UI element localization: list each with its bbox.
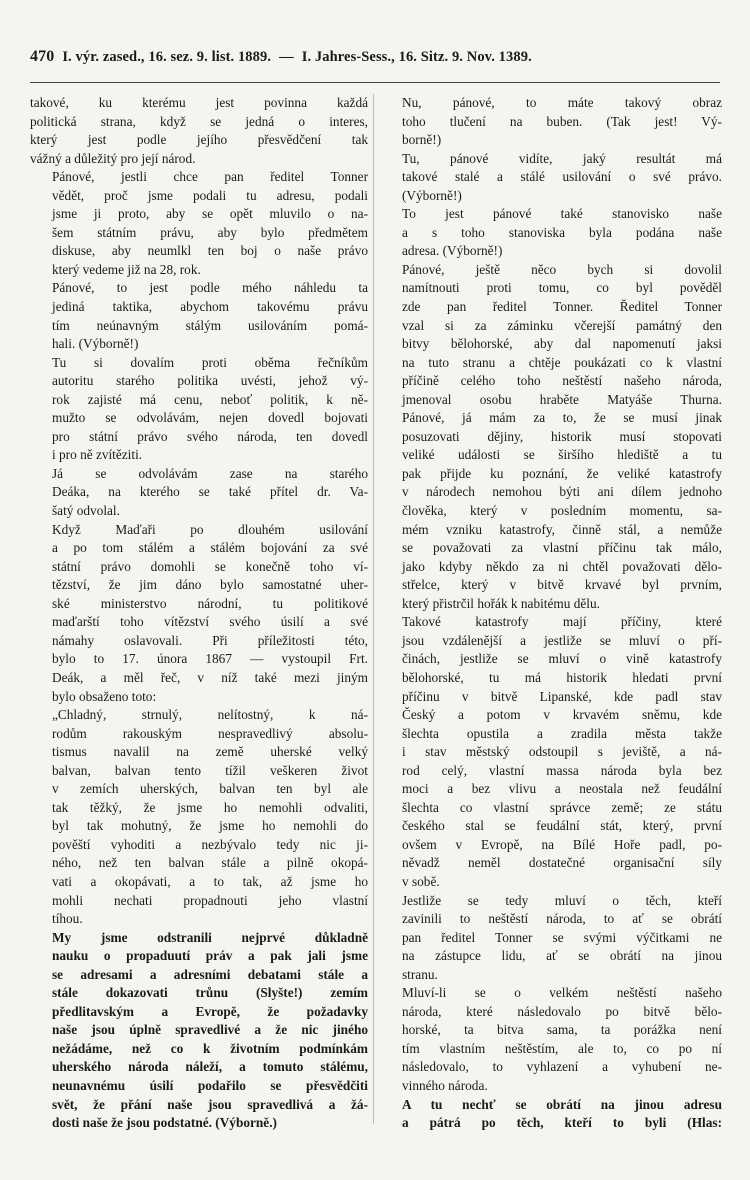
text-line: maďarští toho vítězství svého úsilí a své xyxy=(52,614,368,630)
text-line: vědět, proč jsme podali tu adresu, podali xyxy=(52,187,368,203)
text-line: něvadž neměl dostatečné organisační síly xyxy=(402,855,722,871)
paragraph xyxy=(30,279,368,353)
text-line: Deák, a měl řeč, v níž také mezi jiným xyxy=(52,669,368,685)
text-line: rod celý, vlastní massa národa byla bez xyxy=(402,762,722,778)
text-line: Mluví-li se o velkém neštěstí našeho xyxy=(402,985,722,1001)
text-line: byl tak mohutný, že jsme ho nemohli do xyxy=(52,818,368,834)
text-line: takové, ku kterému jest povinna každá xyxy=(30,95,368,110)
text-line: který jest podle jejího přesvědčení tak xyxy=(30,132,368,148)
paragraph xyxy=(380,150,722,206)
text-line: který vedeme již na 28, rok. xyxy=(52,261,201,277)
text-line: hali. (Výborně!) xyxy=(52,336,139,352)
text-line: a pátrá po těch, kteří to byli (Hlas: xyxy=(402,1115,722,1131)
text-line: „Chladný, strnulý, nelítostný, k ná- xyxy=(52,707,368,723)
text-line: i stav městský odstoupil s jeviště, a ná- xyxy=(402,744,722,760)
text-line: horské, ta bitva sama, ta porážka není xyxy=(402,1022,722,1038)
text-line: se považovati za vlastní příčinu tak málo, xyxy=(402,540,722,556)
text-line: v sobě. xyxy=(402,873,440,889)
text-line: a s toho stanoviska byla podána naše xyxy=(402,224,722,240)
text-line: bylo obsaženo toto: xyxy=(52,688,157,704)
text-line: politická strana, když se jedná o interes, xyxy=(30,113,368,129)
paragraph xyxy=(380,613,722,891)
text-line: jako kdyby někdo za ni chtěl považovati dělo- xyxy=(402,558,722,574)
text-line: A tu nechť se obrátí na jinou adresu xyxy=(402,1096,722,1112)
text-line: příčinu v bitvě Lipanské, kde padl stav xyxy=(402,688,722,704)
text-line: na tuto stranu a chtěje poukázati co k vlastní xyxy=(402,354,722,370)
text-line: se adresami a adresními debatami stále a xyxy=(52,966,368,982)
text-line: Já se odvolávám zase na starého xyxy=(52,465,368,481)
text-line: My jsme odstranili nejprvé důkladně xyxy=(52,929,368,945)
text-line: ské ministerstvo národní, tu politikové xyxy=(52,595,368,611)
paragraph xyxy=(380,261,722,613)
text-line: jmenoval osobu hraběte Matyáše Thurna. xyxy=(402,391,722,407)
text-line: národa, které následovalo po bitvě bělo- xyxy=(402,1003,722,1019)
text-line: stále dokazovati trůnu (Slyšte!) zemím xyxy=(52,985,368,1001)
text-line: Pánové, to jest podle mého náhledu ta xyxy=(52,280,368,296)
text-line: tak těžký, že jsme ho nemohli odvaliti, xyxy=(52,799,368,815)
text-line: vinného národa. xyxy=(402,1077,488,1093)
text-line: toho tlučení na buben. (Tak jest! Vý- xyxy=(402,113,722,129)
text-line: naše jsou úplně spravedlivé a že nic jiného xyxy=(52,1022,368,1038)
text-line: moci a bez vlivu a neostala než feudální xyxy=(402,781,722,797)
text-line: bělohorské, tu má historik hledati první xyxy=(402,669,722,685)
text-line: bylo to 17. února 1867 — vystoupil Frt. xyxy=(52,651,368,667)
text-line: To jest pánové také stanovisko naše xyxy=(402,206,722,222)
right-column xyxy=(380,94,722,1133)
text-line: zavinili to neštěstí národa, to ať se obrátí xyxy=(402,911,722,927)
text-line: vážný a důležitý pro její národ. xyxy=(30,150,196,166)
text-line: balvan, balvan tento tížil veškeren život xyxy=(52,762,368,778)
text-line: namítnouti proti tomu, co byl pověděl xyxy=(402,280,722,296)
text-line: borně!) xyxy=(402,132,442,148)
text-line: pro státní právo svého národa, ten dovedl xyxy=(52,428,368,444)
text-line: v zemích uherských, balvan ten byl ale xyxy=(52,781,368,797)
text-line: který přistrčil hořák k nabitému dělu. xyxy=(402,595,600,611)
paragraph xyxy=(30,168,368,279)
header-rule xyxy=(30,82,720,83)
paragraph xyxy=(30,521,368,706)
text-line: Tu, pánové vidíte, jaký resultát má xyxy=(402,150,722,166)
paragraph xyxy=(30,94,368,168)
header-czech: I. výr. zased., 16. sez. 9. list. 1889. xyxy=(62,49,272,65)
text-line: vati a okopávati, a to tak, až jsme ho xyxy=(52,873,368,889)
text-line: tězství, že jim dáno bylo samostatné uher- xyxy=(52,577,368,593)
text-line: Deáka, na kterého se také přítel dr. Va- xyxy=(52,484,368,500)
page-number: 470 xyxy=(30,48,55,65)
text-line: šatý odvolal. xyxy=(52,503,120,519)
paragraph xyxy=(30,354,368,465)
text-line: Takové katastrofy mají příčiny, které xyxy=(402,614,722,630)
paragraph xyxy=(380,1096,722,1133)
paragraph xyxy=(380,984,722,1095)
text-line: námahy oslavovali. Při příležitosti této, xyxy=(52,632,368,648)
text-line: adresa. (Výborně!) xyxy=(402,243,503,259)
text-line: diskuse, aby neumlkl ten boj o naše právo xyxy=(52,243,368,259)
text-line: i pro ně zvítěziti. xyxy=(52,447,143,463)
paragraph xyxy=(380,94,722,150)
page-header xyxy=(30,48,720,66)
text-line: ného, než ten balvan stále a pilně okopá- xyxy=(52,855,368,871)
header-separator: — xyxy=(279,49,294,65)
text-line: posuzovati dějiny, historik musí stopovati xyxy=(402,428,722,444)
text-line: tismus navalil na země uherské velký xyxy=(52,744,368,760)
text-line: tíhou. xyxy=(52,911,83,927)
text-line: následovalo, to vyhlazení a vyhubení ne- xyxy=(402,1059,722,1075)
text-line: ovšem v Evropě, na Bílé Hoře padl, po- xyxy=(402,836,722,852)
left-column xyxy=(30,94,368,1133)
text-line: neunavnému úsilí podařilo se přesvědčiti xyxy=(52,1077,368,1093)
text-line: zde pan ředitel Tonner. Ředitel Tonner xyxy=(402,299,722,315)
text-line: autoritu starého politika uvésti, jehož vý- xyxy=(52,373,368,389)
text-line: (Výborně!) xyxy=(402,187,462,203)
text-line: tím neúnavným stálým usilováním pomá- xyxy=(52,317,368,333)
text-line: stranu. xyxy=(402,966,438,982)
text-line: pan ředitel Tonner se svými výčitkami ne xyxy=(402,929,722,945)
text-line: veliké události se širšího hlediště a tu xyxy=(402,447,722,463)
text-line: Když Maďaři po dlouhém usilování xyxy=(52,521,368,537)
text-line: jsme ji proto, aby se opět mluvilo o na- xyxy=(52,206,368,222)
text-line: činách, jestliže se mluví o vině katastrofy xyxy=(402,651,722,667)
text-line: šlechta opustila a zradila města takže xyxy=(402,725,722,741)
text-line: střelce, který v bitvě krvavé byl prvním, xyxy=(402,577,722,593)
text-line: svět, že přání naše jsou spravedlivá a žá- xyxy=(52,1096,368,1112)
text-line: Tu si dovalím proti oběma řečníkům xyxy=(52,354,368,370)
text-line: jsou vzdálenější a jestliže se mluví o pří- xyxy=(402,632,722,648)
text-line: a po tom stálém a stálém bojování za své xyxy=(52,540,368,556)
header-german: I. Jahres-Sess., 16. Sitz. 9. Nov. 1389. xyxy=(301,49,532,65)
paragraph xyxy=(30,929,368,1133)
text-line: Pánové, já mám za to, že se musí jinak xyxy=(402,410,722,426)
text-line: rok zajisté má cenu, neboť politik, k ně- xyxy=(52,391,368,407)
text-line: vzal si za záminku včerejší památný den xyxy=(402,317,722,333)
text-line: Český a potom v krvavém sněmu, kde xyxy=(402,707,722,723)
text-line: tím vlastním neštěstím, ale to, co po ní xyxy=(402,1040,722,1056)
text-line: člověka, který v posledním momentu, sa- xyxy=(402,503,722,519)
paragraph xyxy=(30,706,368,929)
text-line: šlechta co vlastní správce země; ze státu xyxy=(402,799,722,815)
paragraph xyxy=(380,205,722,261)
text-line: takové stalé a stálé usilování o své právo. xyxy=(402,169,722,185)
text-line: v národech nemohou býti ani dílem jednoho xyxy=(402,484,722,500)
text-line: bitvy bělohorské, aby dal napomenutí jaksi xyxy=(402,336,722,352)
text-line: nežádáme, než co k životním podmínkám xyxy=(52,1040,368,1056)
text-line: Pánové, ještě něco bych si dovolil xyxy=(402,261,722,277)
column-divider xyxy=(373,94,374,1124)
text-line: Jestliže se tedy mluví o těch, kteří xyxy=(402,892,722,908)
text-line: příčině celého toho neštěstí našeho národa, xyxy=(402,373,722,389)
text-line: rodům rakouským nespravedlivý absolu- xyxy=(52,725,368,741)
paragraph xyxy=(380,892,722,985)
text-line: mužto se odvolávám, nejen dovedl bojovati xyxy=(52,410,368,426)
text-line: českého stal se feudální stát, který, první xyxy=(402,818,722,834)
text-line: Pánové, jestli chce pan ředitel Tonner xyxy=(52,169,368,185)
text-line: mohli nechati propadnouti jeho vlastní xyxy=(52,892,368,908)
text-line: předlitavským a Evropě, že požadavky xyxy=(52,1003,368,1019)
text-line: pověští vyhoditi a nezbývalo tedy nic ji- xyxy=(52,836,368,852)
text-line: jediná taktika, abychom takovému právu xyxy=(52,299,368,315)
text-line: uherského národa náleží, a tomuto stálému, xyxy=(52,1059,368,1075)
text-line: nauku o propaduutí práv a pak jali jsme xyxy=(52,948,368,964)
text-line: mém vzniku katastrofy, činně stál, a nemůže xyxy=(402,521,722,537)
text-line: dosti naše že jsou podstatné. (Výborně.) xyxy=(52,1115,277,1131)
text-line: šem státním právu, aby bylo předmětem xyxy=(52,224,368,240)
text-line: Nu, pánové, to máte takový obraz xyxy=(402,95,722,110)
text-line: státní právo domohli se konečně toho ví- xyxy=(52,558,368,574)
paragraph xyxy=(30,465,368,521)
text-line: pak přijde ku poznání, že veliké katastrofy xyxy=(402,465,722,481)
text-line: na zástupce lidu, ať se obrátí na jinou xyxy=(402,948,722,964)
